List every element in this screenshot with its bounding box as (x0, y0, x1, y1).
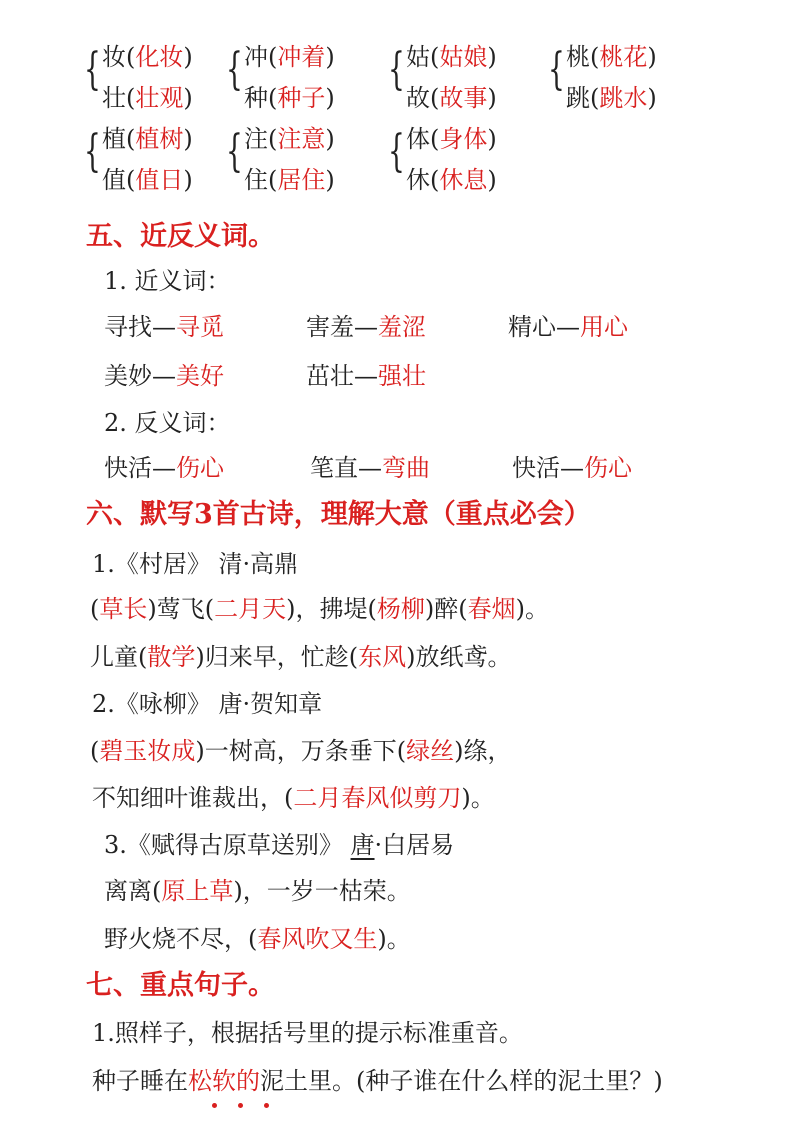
poem2-heading: 2.《咏柳》 唐·贺知章 (92, 690, 323, 718)
poem1-heading: 1.《村居》 清·高鼎 (92, 550, 299, 578)
brace: { (548, 44, 565, 95)
section7-title: 七、重点句子。 (86, 970, 275, 1001)
stressed-words: 松软的 (188, 1067, 260, 1095)
char-word-line: 植(植树) (102, 125, 193, 153)
synonym-pair: 寻找—寻觅 (104, 313, 224, 341)
antonym-label: 2. 反义词： (104, 409, 231, 437)
char-word-line: 故(故事) (406, 84, 497, 112)
section6-title: 六、默写3首古诗，理解大意（重点必会） (86, 499, 591, 530)
brace: { (84, 44, 101, 95)
antonym-pair: 快活—伤心 (512, 454, 632, 482)
stress-dot (238, 1103, 243, 1108)
synonym-pair: 精心—用心 (508, 313, 628, 341)
question-1: 1.照样子，根据括号里的提示标准重音。 (92, 1019, 523, 1047)
char-word-line: 注(注意) (244, 125, 335, 153)
poem1-line2: 儿童(散学)归来早，忙趁(东风)放纸鸢。 (90, 643, 512, 671)
char-word-line: 壮(壮观) (102, 84, 193, 112)
example-sentence: 种子睡在松软的泥土里。(种子谁在什么样的泥土里？) (92, 1067, 663, 1095)
brace: { (388, 126, 405, 177)
poem3-line2: 野火烧不尽，(春风吹又生)。 (104, 925, 411, 953)
char-word-line: 跳(跳水) (566, 84, 657, 112)
stress-dot (212, 1103, 217, 1108)
synonym-pair: 美妙—美好 (104, 362, 224, 390)
char-word-line: 体(身体) (406, 125, 497, 153)
poem2-line1: (碧玉妆成)一树高，万条垂下(绿丝)绦， (90, 737, 512, 765)
synonym-pair: 茁壮—强壮 (306, 362, 426, 390)
char-word-line: 桃(桃花) (566, 43, 657, 71)
poem3-line1: 离离(原上草)，一岁一枯荣。 (104, 877, 411, 905)
section5-title: 五、近反义词。 (86, 221, 275, 252)
char-word-line: 姑(姑娘) (406, 43, 497, 71)
stress-dot (264, 1103, 269, 1108)
char-word-line: 休(休息) (406, 166, 497, 194)
brace: { (226, 126, 243, 177)
synonym-label: 1. 近义词： (104, 267, 231, 295)
brace: { (226, 44, 243, 95)
char-word-line: 冲(冲着) (244, 43, 335, 71)
antonym-pair: 笔直—弯曲 (310, 454, 430, 482)
poem3-heading: 3.《赋得古原草送别》 唐·白居易 (104, 831, 455, 859)
dynasty-underlined: 唐 (350, 831, 375, 859)
char-word-line: 值(值日) (102, 166, 193, 194)
synonym-pair: 害羞—羞涩 (306, 313, 426, 341)
poem2-line2: 不知细叶谁裁出，(二月春风似剪刀)。 (92, 784, 495, 812)
brace: { (84, 126, 101, 177)
char-word-line: 种(种子) (244, 84, 335, 112)
char-word-line: 住(居住) (244, 166, 335, 194)
brace: { (388, 44, 405, 95)
poem1-line1: (草长)莺飞(二月天)，拂堤(杨柳)醉(春烟)。 (90, 595, 549, 623)
antonym-pair: 快活—伤心 (104, 454, 224, 482)
char-word-line: 妆(化妆) (102, 43, 193, 71)
